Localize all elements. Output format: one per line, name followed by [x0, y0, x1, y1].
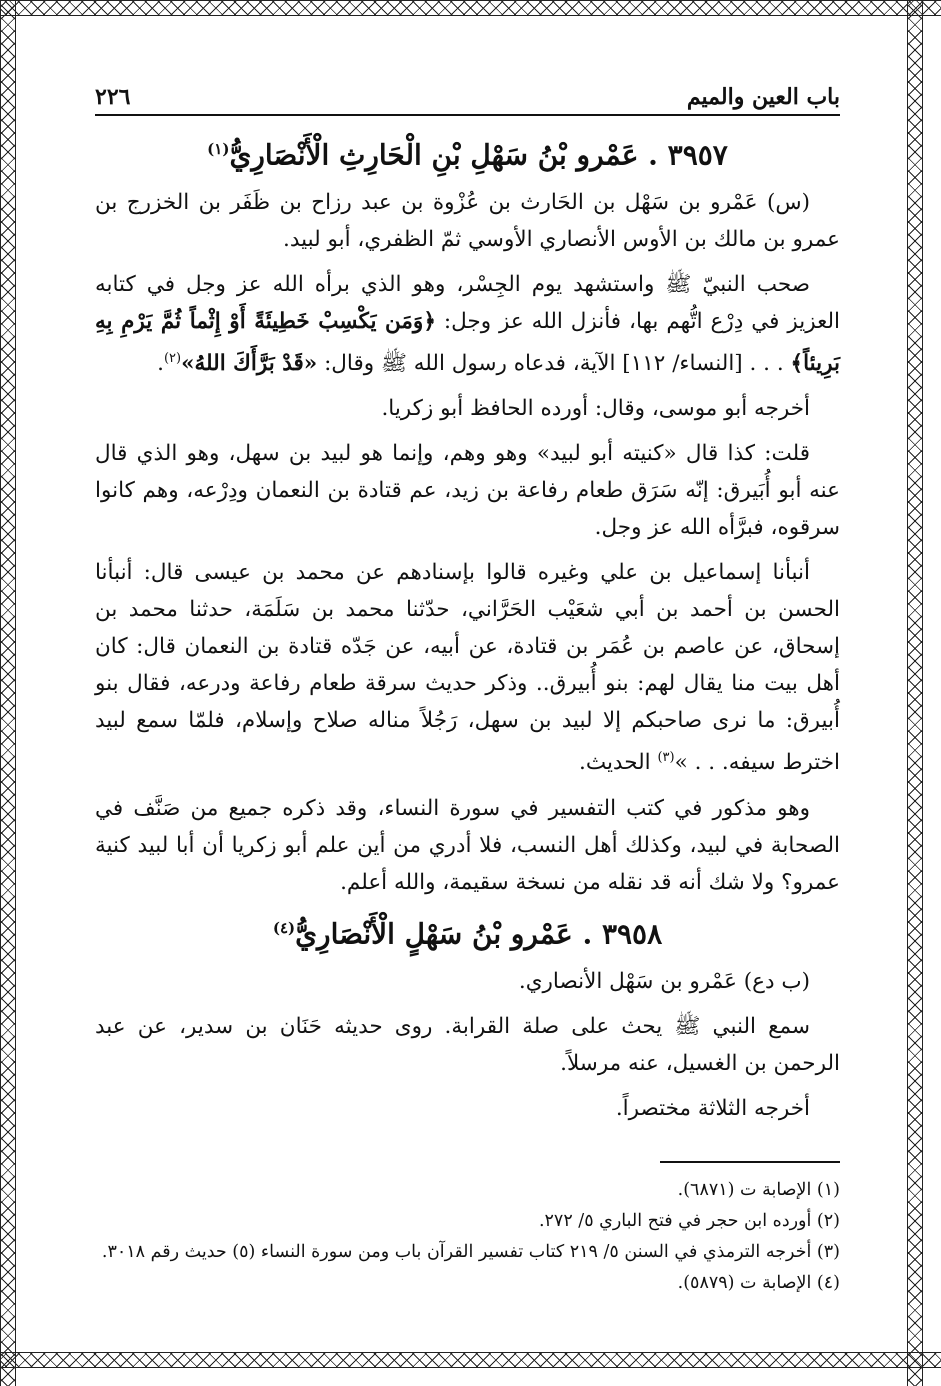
footnote-ref: (٢): [163, 351, 182, 367]
paragraph: (س) عَمْرو بن سَهْل بن الحَارث بن عُزْوة بن عبد رزاح بن ظَفَر بن الخزرج بن عمرو بن مالك بن الأوس الأنصاري الأوسي ثمّ الظفري، أبو لبيد.: [95, 190, 840, 253]
book-page: [95, 80, 840, 1299]
paragraph: أخرجه الثلاثة مختصراً.: [615, 1095, 810, 1121]
entry-title: ٣٩٥٨ . عَمْرو بْنُ سَهْلٍ الْأَنْصَارِيُّ$^{(٤)}$: [272, 916, 663, 950]
footnote: (٣) أخرجه الترمذي في السنن ٥/ ٢١٩ كتاب تفسير القرآن باب ومن سورة النساء (٥) حديث رقم ٣٠١٨.: [101, 1241, 840, 1262]
footnotes: [95, 1175, 840, 1299]
hadith-quote: «قَدْ بَرَّأَكَ اللهُ»: [181, 351, 318, 377]
chapter-title: باب العين والميم: [686, 84, 840, 110]
quran-verse: ﴿وَمَن يَكْسِبْ خَطِيئَةً أَوْ إِثْماً ثُمَّ يَرْمِ بِهِ بَرِيئاً﴾: [95, 309, 840, 377]
paragraph: سمع النبي ﷺ يحث على صلة القرابة. روى حديثه حَنَان بن سدير، عن عبد الرحمن بن الغسيل، عنه مرسلاً.: [95, 1013, 840, 1076]
entry: [95, 130, 840, 901]
page-border-top: [0, 0, 941, 16]
footnote-ref: (٣): [657, 750, 675, 766]
paragraph: صحب النبيّ ﷺ واستشهد يوم الجِسْر، وهو الذي برأه الله عز وجل في كتابه العزيز في دِرْع اتُّهم بها، فأنزل الله عز وجل: ﴿وَمَن يَكْسِبْ خَطِيئَةً أَوْ إِثْماً ثُمَّ يَرْمِ بِهِ بَرِيئاً﴾ . . . [النساء/ ١١٢] الآية، فدعاه رسول الله ﷺ وقال: «قَدْ بَرَّأَكَ اللهُ»$^{(٢)}$.: [95, 272, 840, 377]
page-border-right: [907, 0, 923, 1386]
paragraph: أخرجه أبو موسى، وقال: أورده الحافظ أبو زكريا.: [381, 396, 810, 422]
entry: [95, 909, 840, 1127]
page-border-left: [0, 0, 16, 1386]
paragraph: وهو مذكور في كتب التفسير في سورة النساء، وقد ذكره جميع من صَنَّف في الصحابة في لبيد، وكذلك أهل النسب، فلا أدري من أين علم أبو زكريا أن أبا لبيد كنية عمرو؟ ولا شك أنه قد نقله من نسخة سقيمة، والله أعلم.: [95, 795, 840, 895]
running-header: [95, 80, 840, 116]
paragraph: (ب دع) عَمْرو بن سَهْل الأنصاري.: [518, 968, 810, 994]
footnote-divider: [660, 1161, 840, 1163]
footnote-ref: (١): [207, 140, 230, 158]
entry-title: ٣٩٥٧ . عَمْرو بْنُ سَهْلِ بْنِ الْحَارِثِ الْأَنْصَارِيُّ$^{(١)}$: [207, 138, 728, 172]
footnote: (٢) أورده ابن حجر في فتح الباري ٥/ ٢٧٢.: [538, 1210, 840, 1231]
page-border-bottom: [0, 1352, 941, 1368]
footnote: (١) الإصابة ت (٦٨٧١).: [677, 1179, 840, 1200]
page-number: ٢٢٦: [95, 84, 131, 110]
paragraph: قلت: كذا قال «كنيته أبو لبيد» وهو وهم، وإنما هو لبيد بن سهل، وهو الذي قال عنه أبو أُبَيرق: إنّه سَرَق طعام رفاعة بن زيد، عم قتادة بن النعمان ودِرْعه، وهم كانوا سرقوه، فبرَّأه الله عز وجل.: [95, 441, 840, 541]
footnote: (٤) الإصابة ت (٥٨٧٩).: [677, 1272, 840, 1293]
paragraph: أنبأنا إسماعيل بن علي وغيره قالوا بإسنادهم عن محمد بن عيسى قال: أنبأنا الحسن بن أحمد بن أبي شعَيْب الحَرَّاني، حدّثنا محمد بن سَلَمَة، حدثنا محمد بن إسحاق، عن عاصم بن عُمَر بن قتادة، عن أبيه، عن جَدّه قتادة بن النعمان قال: كان أهل بيت منا يقال لهم: بنو أُبيرق.. وذكر حديث سرقة طعام رفاعة ودرعه، فقال بنو أُبيرق: ما نرى صاحبكم إلا لبيد بن سهل، رَجُلاً مناله صلاح وإسلام، فلمّا سمع لبيد اخترط سيفه. . . »$^{(٣)}$ الحديث.: [95, 560, 840, 776]
footnote-ref: (٤): [272, 918, 296, 937]
